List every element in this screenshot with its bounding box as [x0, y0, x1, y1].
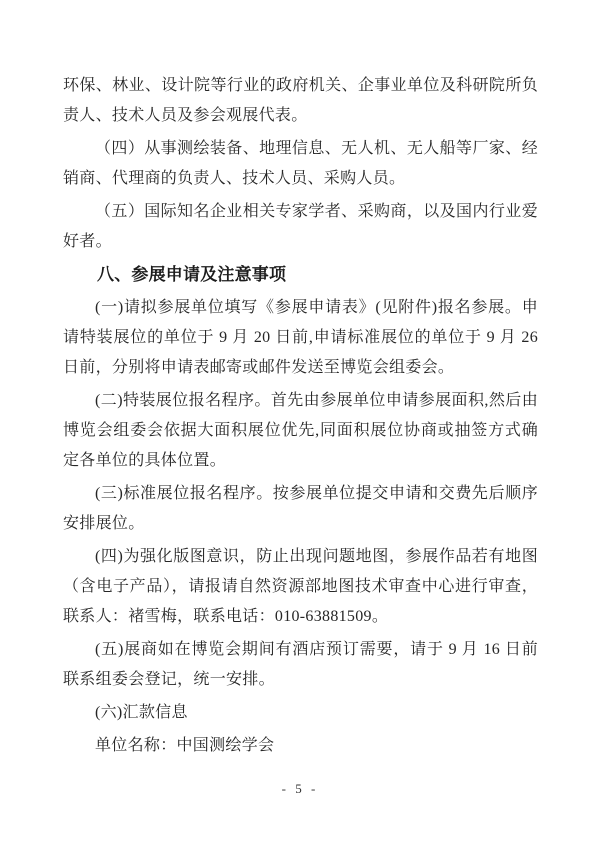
- paragraph: (六)汇款信息: [95, 704, 188, 721]
- paragraph: （五）国际知名企业相关专家学者、采购商，以及国内行业爱好者。: [63, 203, 538, 250]
- section-heading: 八、参展申请及注意事项: [97, 265, 287, 284]
- paragraph: (二)特装展位报名程序。首先由参展单位申请参展面积,然后由博览会组委会依据大面积展位优先,同面积展位协商或抽签方式确定各单位的具体位置。: [63, 392, 538, 469]
- paragraph: （四）从事测绘装备、地理信息、无人机、无人船等厂家、经销商、代理商的负责人、技术人员、采购人员。: [63, 140, 538, 187]
- document-body: [63, 71, 538, 764]
- paragraph: 单位名称：中国测绘学会: [95, 737, 275, 754]
- paragraph: (四)为强化版图意识，防止出现问题地图，参展作品若有地图（含电子产品），请报请自然资源部地图技术审查中心进行审查，联系人：褚雪梅，联系电话：010-63881509。: [63, 548, 538, 625]
- paragraph: (三)标准展位报名程序。按参展单位提交申请和交费先后顺序安排展位。: [63, 485, 538, 532]
- paragraph: 环保、林业、设计院等行业的政府机关、企事业单位及科研院所负责人、技术人员及参会观展代表。: [63, 77, 538, 124]
- paragraph: (五)展商如在博览会期间有酒店预订需要，请于 9 月 16 日前联系组委会登记，统一安排。: [63, 641, 538, 688]
- paragraph: (一)请拟参展单位填写《参展申请表》(见附件)报名参展。申请特装展位的单位于 9 月 20 日前,申请标准展位的单位于 9 月 26 日前，分别将申请表邮寄或邮件发送至博览会组委会。: [63, 299, 538, 376]
- page-number: - 5 -: [281, 781, 319, 796]
